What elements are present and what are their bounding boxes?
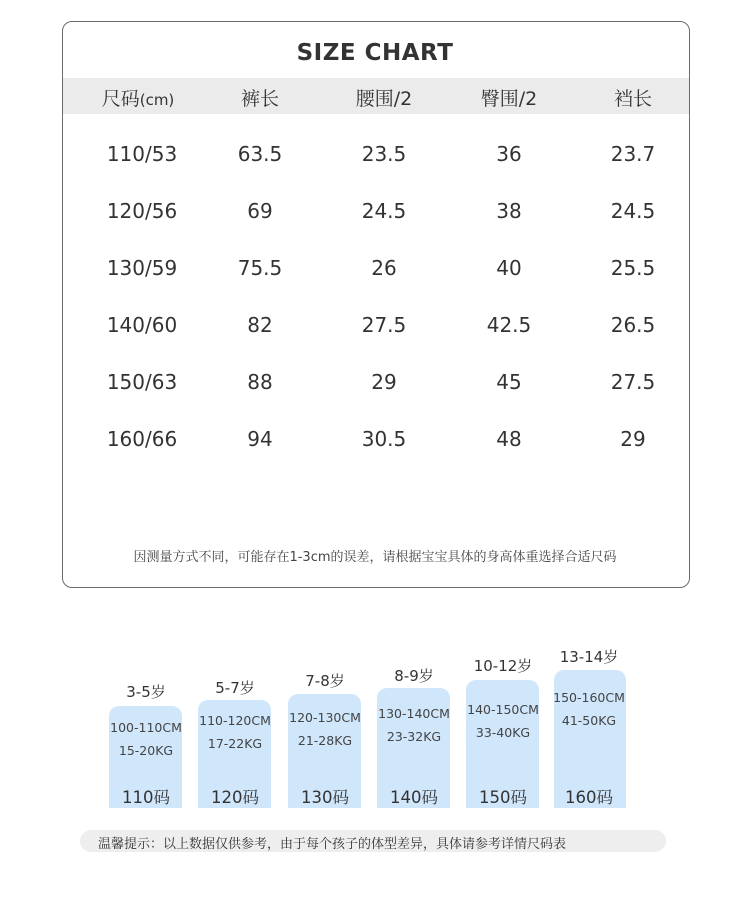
cell-pants-length: 94 <box>247 427 273 451</box>
cell-hip: 45 <box>496 370 522 394</box>
weight-range: 33-40KG <box>475 725 531 740</box>
cell-pants-length: 88 <box>247 370 273 394</box>
size-code: 160码 <box>565 788 613 807</box>
size-code: 140码 <box>390 788 438 807</box>
cell-rise: 23.7 <box>610 142 656 166</box>
cell-pants-length: 63.5 <box>237 142 283 166</box>
size-code: 130码 <box>301 788 349 807</box>
cell-pants-length: 75.5 <box>237 256 283 280</box>
cell-waist: 23.5 <box>361 142 407 166</box>
header-rise: 裆长 <box>613 88 652 110</box>
weight-range: 23-32KG <box>386 729 442 744</box>
cell-size: 120/56 <box>106 199 178 223</box>
cell-rise: 27.5 <box>610 370 656 394</box>
height-range: 110-120CM <box>199 713 271 728</box>
weight-range: 21-28KG <box>297 733 353 748</box>
age-label: 10-12岁 <box>473 657 533 675</box>
cell-waist: 27.5 <box>361 313 407 337</box>
cell-size: 160/66 <box>106 427 178 451</box>
height-range: 130-140CM <box>378 706 450 721</box>
tip-text: 温馨提示：以上数据仅供参考，由于每个孩子的体型差异，具体请参考详情尺码表 <box>98 837 567 852</box>
weight-range: 17-22KG <box>207 736 263 751</box>
header-size: 尺码(cm) <box>101 88 175 110</box>
age-label: 7-8岁 <box>305 672 345 690</box>
cell-rise: 29 <box>620 427 646 451</box>
cell-hip: 38 <box>496 199 522 223</box>
cell-rise: 24.5 <box>610 199 656 223</box>
header-pants-length: 裤长 <box>240 88 279 110</box>
cell-hip: 42.5 <box>486 313 532 337</box>
size-code: 150码 <box>479 788 527 807</box>
cell-hip: 36 <box>496 142 522 166</box>
cell-size: 140/60 <box>106 313 178 337</box>
cell-waist: 29 <box>371 370 397 394</box>
header-hip: 臀围/2 <box>480 88 538 110</box>
age-label: 5-7岁 <box>215 679 255 697</box>
cell-waist: 24.5 <box>361 199 407 223</box>
cell-rise: 25.5 <box>610 256 656 280</box>
measurement-note: 因测量方式不同，可能存在1-3cm的误差，请根据宝宝具体的身高体重选择合适尺码 <box>133 550 617 565</box>
cell-waist: 26 <box>371 256 397 280</box>
size-code: 120码 <box>211 788 259 807</box>
cell-rise: 26.5 <box>610 313 656 337</box>
height-range: 150-160CM <box>553 690 625 705</box>
size-chart-title: SIZE CHART <box>296 40 454 66</box>
cell-size: 110/53 <box>106 142 178 166</box>
size-code: 110码 <box>122 788 170 807</box>
height-range: 100-110CM <box>110 720 182 735</box>
header-waist: 腰围/2 <box>355 88 413 110</box>
height-range: 120-130CM <box>289 710 361 725</box>
height-range: 140-150CM <box>467 702 539 717</box>
cell-hip: 40 <box>496 256 522 280</box>
weight-range: 41-50KG <box>561 713 617 728</box>
age-label: 3-5岁 <box>126 683 166 701</box>
cell-hip: 48 <box>496 427 522 451</box>
cell-pants-length: 69 <box>247 199 273 223</box>
cell-waist: 30.5 <box>361 427 407 451</box>
age-label: 13-14岁 <box>559 648 619 666</box>
cell-pants-length: 82 <box>247 313 273 337</box>
age-label: 8-9岁 <box>394 667 434 685</box>
cell-size: 130/59 <box>106 256 178 280</box>
cell-size: 150/63 <box>106 370 178 394</box>
weight-range: 15-20KG <box>118 743 174 758</box>
